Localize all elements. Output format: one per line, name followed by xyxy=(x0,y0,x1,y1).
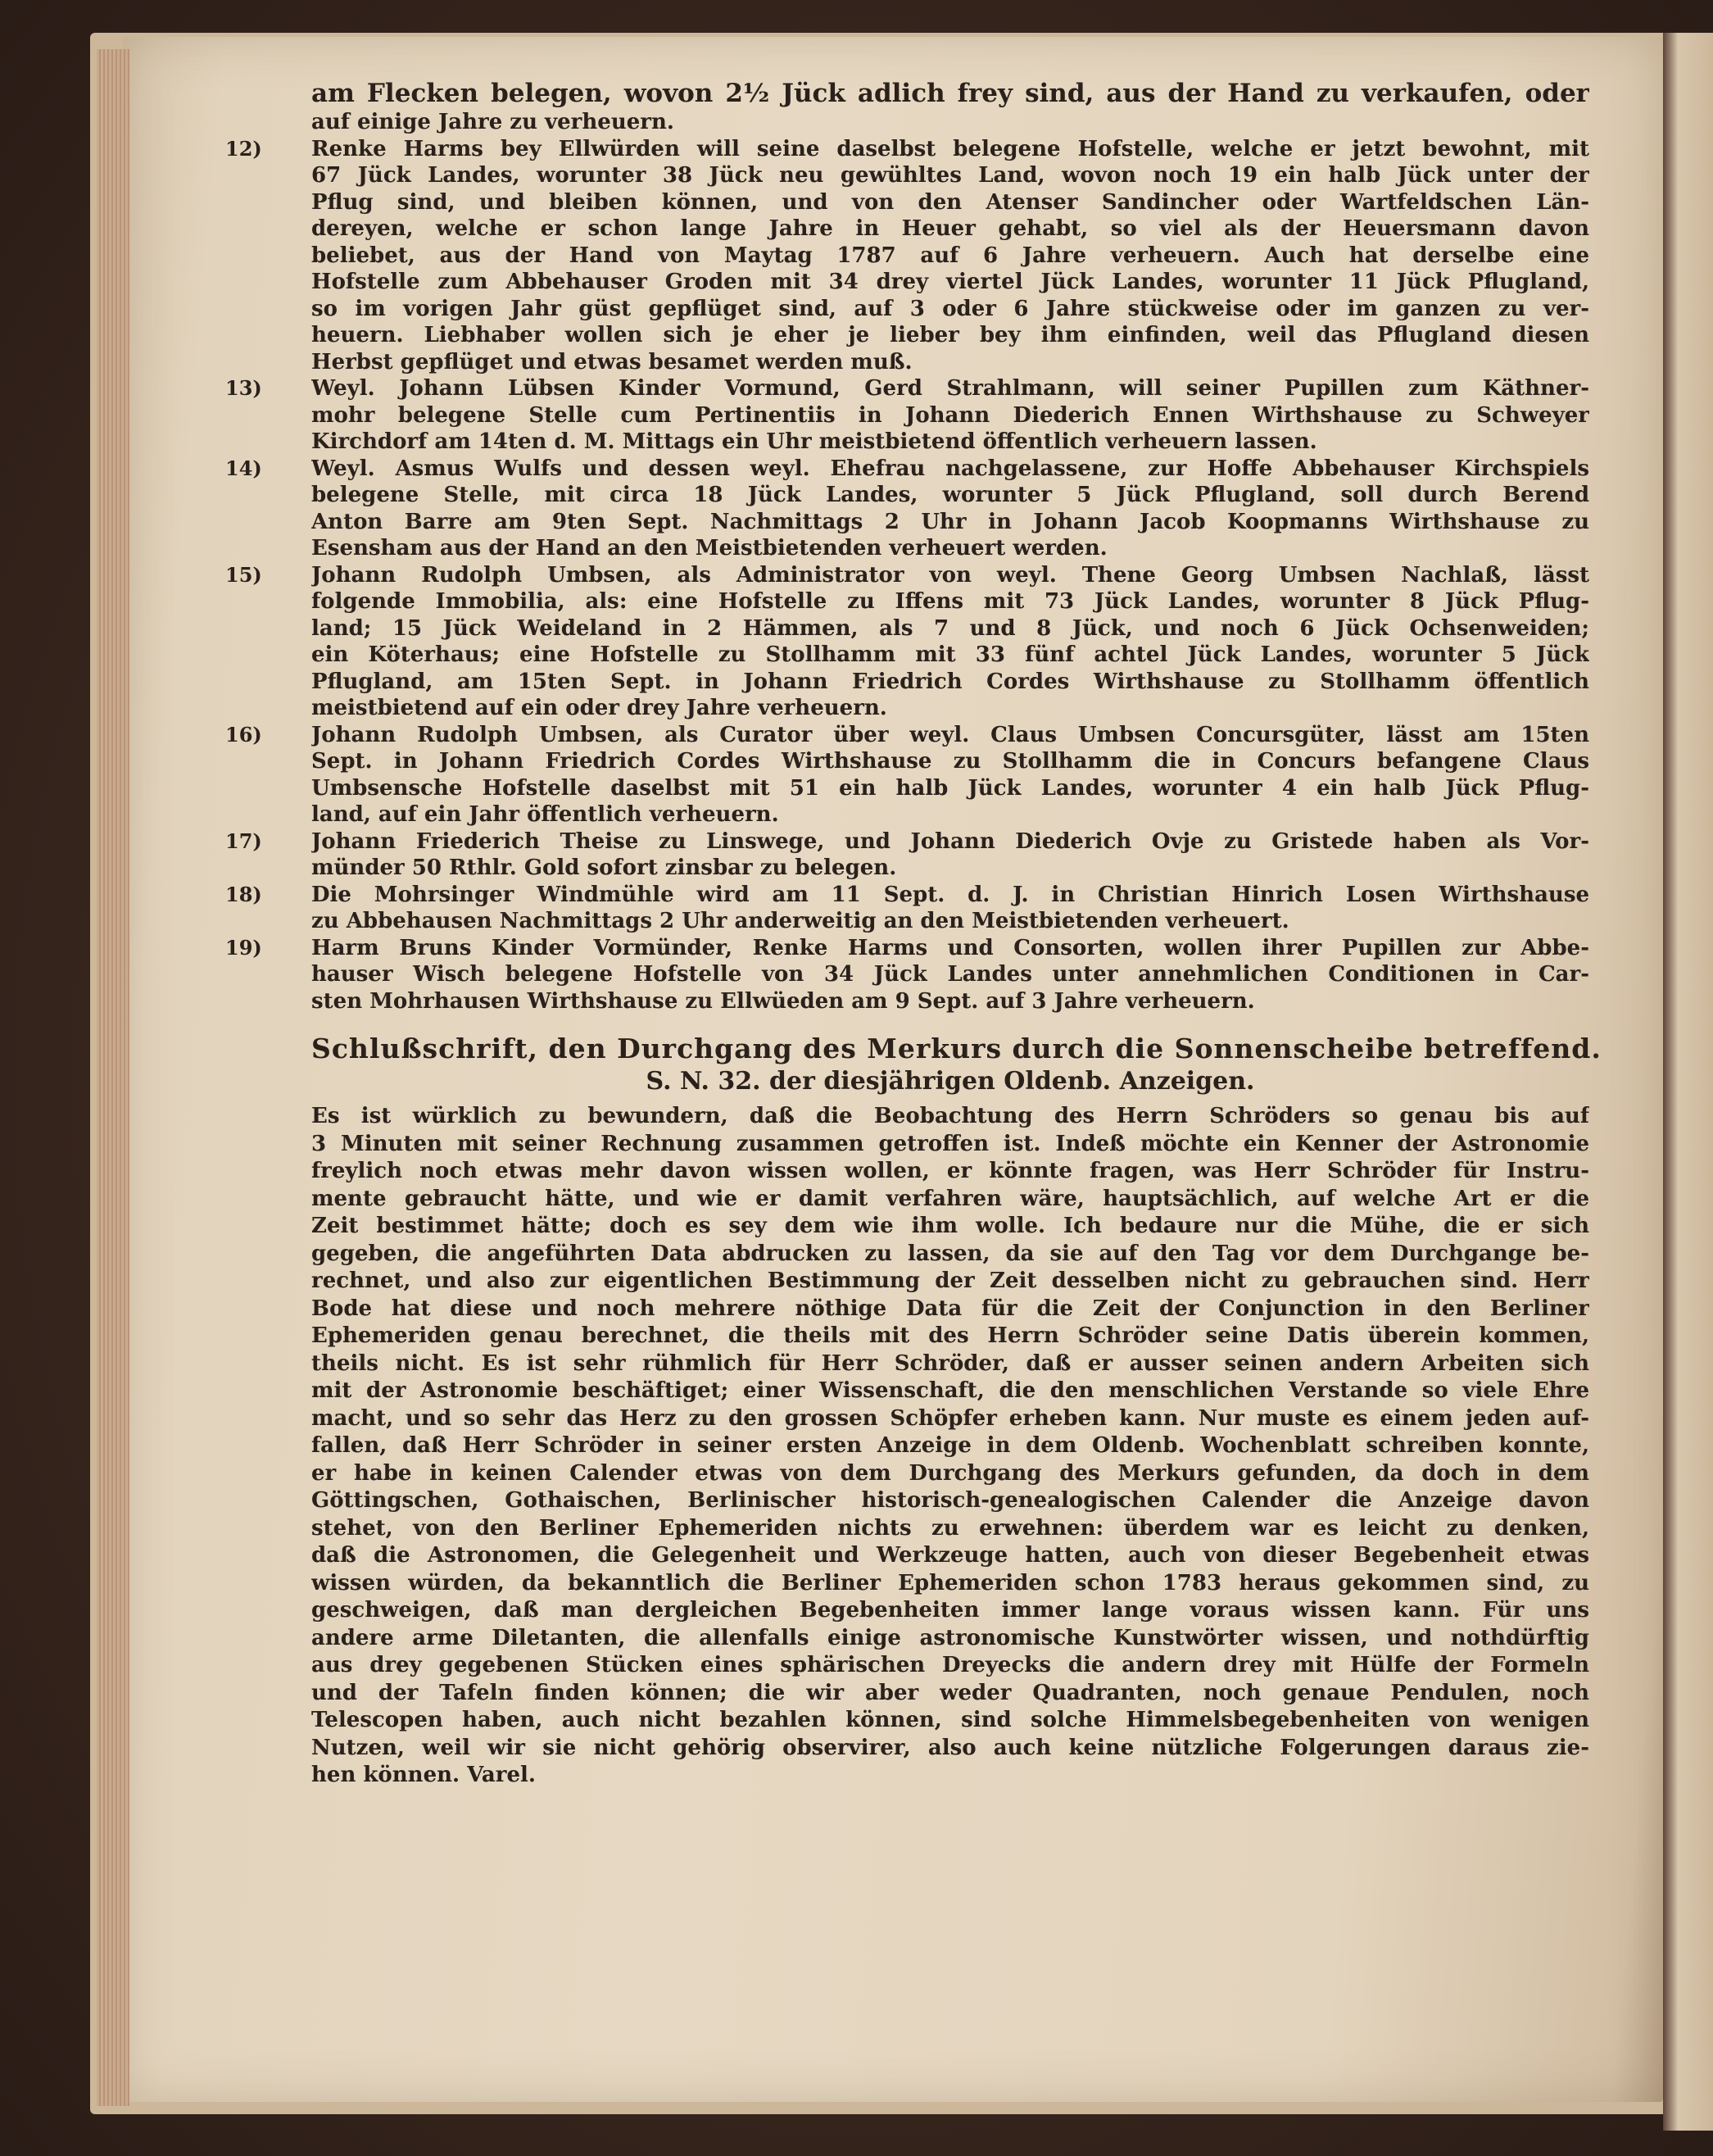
notice-row xyxy=(311,402,1589,429)
article-line: Bode hat diese und noch mehrere nöthige Data für die Zeit der Conjunction in den Berliner xyxy=(311,1296,1589,1321)
notice-line: mohr belegene Stelle cum Pertinentiis in Johann Diederich Ennen Wirthshause zu Schweyer xyxy=(311,402,1589,428)
notice-row xyxy=(225,136,1589,163)
notice-item xyxy=(225,375,1589,456)
notice-row xyxy=(311,642,1589,669)
notice-line: Sept. in Johann Friedrich Cordes Wirthshause zu Stollhamm die in Concurs befangene Claus xyxy=(311,749,1589,774)
notice-row xyxy=(311,269,1589,296)
notice-number: 15) xyxy=(225,562,262,587)
notice-line: belegene Stelle, mit circa 18 Jück Landes, worunter 5 Jück Pflugland, soll durch Berend xyxy=(311,483,1589,507)
notice-number: 12) xyxy=(225,136,262,161)
article-line: Nutzen, weil wir sie nicht gehörig observirer, also auch keine nützliche Folgerungen daraus zie- xyxy=(311,1735,1589,1760)
article-line: freylich noch etwas mehr davon wissen wollen, er könnte fragen, was Herr Schröder für Instru- xyxy=(311,1159,1589,1183)
notice-line: Harm Bruns Kinder Vormünder, Renke Harms und Consorten, wollen ihrer Pupillen zur Abbe- xyxy=(311,935,1589,960)
notice-line: sten Mohrhausen Wirthshause zu Ellwüeden am 9 Sept. auf 3 Jahre verheuern. xyxy=(311,988,1255,1014)
notice-row xyxy=(311,615,1589,642)
article-subheading: S. N. 32. der diesjährigen Oldenb. Anzeigen. xyxy=(646,1067,1255,1096)
intro-line: auf einige Jahre zu verheuern. xyxy=(311,110,674,134)
article-line: er habe in keinen Calender etwas von dem Durchgang des Merkurs gefunden, da doch in dem xyxy=(311,1460,1589,1486)
notice-line: Johann Rudolph Umbsen, als Administrator von weyl. Thene Georg Umbsen Nachlaß, lässt xyxy=(311,562,1589,588)
notice-line: ein Köterhaus; eine Hofstelle zu Stollhamm mit 33 fünf achtel Jück Landes, worunter 5 Jück xyxy=(311,642,1589,667)
notice-row xyxy=(311,695,1589,722)
notice-line: Johann Rudolph Umbsen, als Curator über weyl. Claus Umbsen Concursgüter, lässt am 15ten xyxy=(311,722,1589,747)
notice-item xyxy=(225,562,1589,722)
notice-number: 17) xyxy=(225,828,262,853)
article-body xyxy=(311,1103,1589,1790)
article-line: wissen würden, da bekanntlich die Berliner Ephemeriden schon 1783 heraus gekommen sind, zu xyxy=(311,1570,1589,1595)
article-heading: Schlußschrift, den Durchgang des Merkurs durch die Sonnenscheibe betreffend. xyxy=(311,1033,1602,1064)
notice-number: 16) xyxy=(225,722,262,747)
notice-line: Weyl. Johann Lübsen Kinder Vormund, Gerd Strahlmann, will seiner Pupillen zum Käthner- xyxy=(311,376,1589,401)
article-line: rechnet, und also zur eigentlichen Bestimmung der Zeit desselben nicht zu gebrauchen sind. Herr xyxy=(311,1269,1589,1293)
notice-line: Anton Barre am 9ten Sept. Nachmittags 2 Uhr in Johann Jacob Koopmanns Wirthshause zu xyxy=(311,509,1589,534)
notice-row xyxy=(311,535,1589,562)
notices-list xyxy=(225,136,1589,1015)
page-text xyxy=(225,78,1602,1790)
notice-number: 13) xyxy=(225,376,262,400)
article-line: Ephemeriden genau berechnet, die theils mit des Herrn Schröder seine Datis überein kommen, xyxy=(311,1323,1589,1348)
notice-row xyxy=(311,908,1589,935)
notice-item xyxy=(225,882,1589,935)
article-line: Telescopen haben, auch nicht bezahlen können, sind solche Himmelsbegebenheiten von wenigen xyxy=(311,1708,1589,1732)
notice-number: 18) xyxy=(225,882,262,906)
notice-line: beliebet, aus der Hand von Maytag 1787 auf 6 Jahre verheuern. Auch hat derselbe eine xyxy=(311,243,1589,268)
notice-row xyxy=(311,429,1589,456)
notice-line: 67 Jück Landes, worunter 38 Jück neu gewühltes Land, wovon noch 19 ein halb Jück unter der xyxy=(311,163,1589,188)
notice-line: Pflug sind, und bleiben können, und von den Atenser Sandincher oder Wartfeldschen Län- xyxy=(311,189,1589,215)
facing-page-edge xyxy=(1663,33,1713,2131)
notice-row xyxy=(311,349,1589,376)
notice-row xyxy=(225,828,1589,856)
notice-row xyxy=(225,456,1589,483)
notice-row xyxy=(311,322,1589,349)
notice-row xyxy=(311,961,1589,988)
notice-item xyxy=(225,828,1589,882)
notice-line: Umbsensche Hofstelle daselbst mit 51 ein halb Jück Landes, worunter 4 ein halb Jück Pflug- xyxy=(311,775,1589,801)
article-line: stehet, von den Berliner Ephemeriden nichts zu erwehnen: überdem war es leicht zu denken, xyxy=(311,1515,1589,1541)
article-line: Zeit bestimmet hätte; doch es sey dem wie ihm wolle. Ich bedaure nur die Mühe, die er sich xyxy=(311,1214,1589,1238)
notice-number: 14) xyxy=(225,456,262,480)
article-line: theils nicht. Es ist sehr rühmlich für Herr Schröder, daß er ausser seinen andern Arbeiten sich xyxy=(311,1350,1589,1376)
notice-row xyxy=(311,189,1589,216)
notice-line: Esensham aus der Hand an den Meistbietenden verheuert werden. xyxy=(311,536,1108,561)
notice-line: hauser Wisch belegene Hofstelle von 34 Jück Landes unter annehmlichen Conditionen in Car- xyxy=(311,962,1589,987)
notice-row xyxy=(311,482,1589,509)
notice-line: Weyl. Asmus Wulfs und dessen weyl. Ehefrau nachgelassene, zur Hoffe Abbehauser Kirchspiels xyxy=(311,456,1589,481)
article-line: macht, und so sehr das Herz zu den grossen Schöpfer erheben kann. Nur muste es einem jeden auf- xyxy=(311,1405,1589,1431)
article-line: fallen, daß Herr Schröder in seiner ersten Anzeige in dem Oldenb. Wochenblatt schreiben konnte, xyxy=(311,1433,1589,1458)
notice-row xyxy=(311,988,1589,1015)
notice-row xyxy=(225,375,1589,402)
article-line: gegeben, die angeführten Data abdrucken zu lassen, da sie auf den Tag vor dem Durchgange be- xyxy=(311,1241,1589,1266)
notice-row xyxy=(311,296,1589,323)
notice-item xyxy=(225,722,1589,828)
article-line: hen können. Varel. xyxy=(311,1763,536,1787)
notice-row xyxy=(311,775,1589,802)
notice-item xyxy=(225,136,1589,376)
notice-item xyxy=(225,456,1589,562)
notice-line: Herbst gepflüget und etwas besamet werden muß. xyxy=(311,349,913,374)
notice-line: dereyen, welche er schon lange Jahre in Heuer gehabt, so viel als der Heuersmann davon xyxy=(311,216,1589,241)
notice-row xyxy=(225,935,1589,962)
notice-line: so im vorigen Jahr güst gepflüget sind, auf 3 oder 6 Jahre stückweise oder im ganzen zu ver- xyxy=(311,296,1589,321)
notice-row xyxy=(311,588,1589,615)
article-line: und der Tafeln finden können; die wir aber weder Quadranten, noch genaue Pendulen, noch xyxy=(311,1680,1589,1705)
notice-line: zu Abbehausen Nachmittags 2 Uhr anderweitig an den Meistbietenden verheuert. xyxy=(311,909,1289,933)
notice-number: 19) xyxy=(225,935,262,960)
notice-line: Pflugland, am 15ten Sept. in Johann Friedrich Cordes Wirthshause zu Stollhamm öffentlich xyxy=(311,669,1589,694)
notice-line: Die Mohrsinger Windmühle wird am 11 Sept. d. J. in Christian Hinrich Losen Wirthshause xyxy=(311,882,1589,907)
notice-row xyxy=(311,855,1589,882)
article-line: geschweigen, daß man dergleichen Begebenheiten immer lange voraus wissen kann. Für uns xyxy=(311,1598,1589,1623)
article-line: aus drey gegebenen Stücken eines sphärischen Dreyecks die andern drey mit Hülfe der Formeln xyxy=(311,1653,1589,1677)
notice-line: Hofstelle zum Abbehauser Groden mit 34 drey viertel Jück Landes, worunter 11 Jück Pflugland, xyxy=(311,270,1589,294)
notice-line: münder 50 Rthlr. Gold sofort zinsbar zu belegen. xyxy=(311,856,897,880)
notice-line: Renke Harms bey Ellwürden will seine daselbst belegene Hofstelle, welche er jetzt bewohnt, mit xyxy=(311,136,1589,161)
notice-row xyxy=(311,509,1589,536)
article-line: mente gebraucht hätte, und wie er damit verfahren wäre, hauptsächlich, auf welche Art er die xyxy=(311,1186,1589,1211)
notice-row xyxy=(225,722,1589,749)
notice-line: Johann Friederich Theise zu Linswege, und Johann Diederich Ovje zu Gristede haben als Vor- xyxy=(311,828,1589,854)
notices-intro xyxy=(311,78,1589,136)
article-line: Göttingschen, Gothaischen, Berlinischer historisch-genealogischen Calender die Anzeige davon xyxy=(311,1488,1589,1513)
notice-line: folgende Immobilia, als: eine Hofstelle zu Iffens mit 73 Jück Landes, worunter 8 Jück Pflug- xyxy=(311,589,1589,614)
page-edges xyxy=(97,49,129,2106)
notice-row xyxy=(225,562,1589,589)
notice-row xyxy=(225,882,1589,909)
notice-row xyxy=(311,748,1589,775)
notice-row xyxy=(311,801,1589,828)
notice-line: heuern. Liebhaber wollen sich je eher je lieber bey ihm einfinden, weil das Pflugland diesen xyxy=(311,323,1589,347)
notice-line: meistbietend auf ein oder drey Jahre verheuern. xyxy=(311,696,887,720)
notice-row xyxy=(311,243,1589,270)
notice-item xyxy=(225,935,1589,1015)
notice-line: land, auf ein Jahr öffentlich verheuern. xyxy=(311,802,779,827)
notice-row xyxy=(311,216,1589,243)
notice-line: land; 15 Jück Weideland in 2 Hämmen, als 7 und 8 Jück, und noch 6 Jück Ochsenweiden; xyxy=(311,615,1589,641)
article-line: 3 Minuten mit seiner Rechnung zusammen getroffen ist. Indeß möchte ein Kenner der Astronomie xyxy=(311,1131,1589,1156)
notice-row xyxy=(311,162,1589,189)
article-line: mit der Astronomie beschäftiget; einer Wissenschaft, die den menschlichen Verstande so viele Ehre xyxy=(311,1378,1589,1403)
intro-line: am Flecken belegen, wovon 2½ Jück adlich frey sind, aus der Hand zu verkaufen, oder xyxy=(311,79,1589,108)
notice-line: Kirchdorf am 14ten d. M. Mittags ein Uhr meistbietend öffentlich verheuern lassen. xyxy=(311,429,1317,454)
notice-row xyxy=(311,669,1589,696)
article-line: daß die Astronomen, die Gelegenheit und Werkzeuge hatten, auch von dieser Begebenheit etwas xyxy=(311,1543,1589,1568)
article-line: Es ist würklich zu bewundern, daß die Beobachtung des Herrn Schröders so genau bis auf xyxy=(311,1104,1589,1128)
article-line: andere arme Diletanten, die allenfalls einige astronomische Kunstwörter wissen, und nothdürftig xyxy=(311,1625,1589,1650)
